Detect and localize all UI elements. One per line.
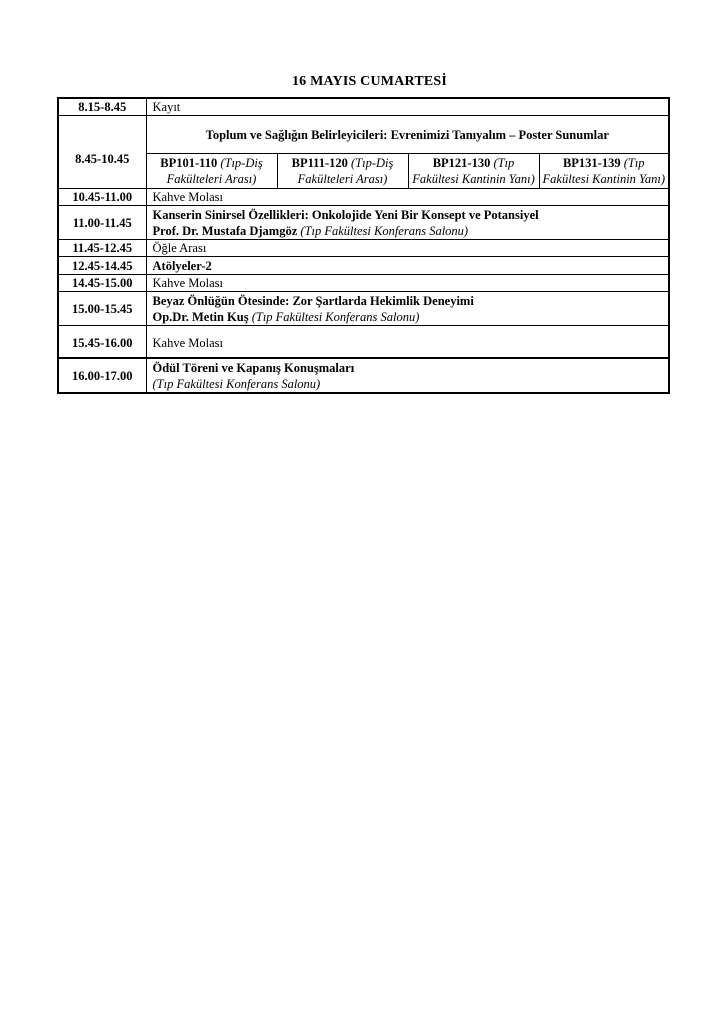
poster-session-title: Toplum ve Sağlığın Belirleyicileri: Evrenimizi Tanıyalım – Poster Sunumlar (146, 116, 669, 154)
event-cell: Öğle Arası (146, 240, 669, 257)
event-cell (146, 292, 669, 326)
venue-line (153, 376, 665, 392)
row-coffee-break-1 (58, 189, 669, 206)
venue: (Tıp Fakültesi Konferans Salonu) (300, 224, 469, 238)
session-venue: (Tıp Fakültesi Kantinin Yanı) (542, 156, 665, 186)
session-code: BP101-110 (160, 156, 218, 170)
event-cell (146, 358, 669, 393)
day-title: 16 MAYIS CUMARTESİ (291, 74, 448, 89)
row-keynote-djamgoz (58, 206, 669, 240)
session-venue: (Tıp-Diş Fakülteleri Arası) (166, 156, 263, 186)
session-code: BP121-130 (432, 156, 491, 170)
event-title: Ödül Töreni ve Kapanış Konuşmaları (152, 360, 355, 375)
event-title: Beyaz Önlüğün Ötesinde: Zor Şartlarda Hekimlik Deneyimi (152, 294, 474, 308)
time-cell: 10.45-11.00 (58, 189, 146, 206)
event-speaker-line (153, 223, 665, 239)
event-cell: Kahve Molası (146, 275, 669, 292)
venue: (Tıp Fakültesi Konferans Salonu) (251, 310, 420, 324)
time-cell: 8.45-10.45 (58, 116, 146, 189)
event-cell: Kahve Molası (146, 326, 669, 358)
row-registration (58, 98, 669, 116)
time-cell: 15.45-16.00 (58, 326, 146, 358)
row-lunch-break (58, 240, 669, 257)
event-cell: Kahve Molası (146, 189, 669, 206)
venue: (Tıp Fakültesi Konferans Salonu) (152, 376, 321, 391)
speaker-name: Prof. Dr. Mustafa Djamgöz (152, 224, 298, 238)
row-workshops (58, 257, 669, 275)
row-talk-kus (58, 292, 669, 326)
time-cell: 11.45-12.45 (58, 240, 146, 257)
session-cell (539, 154, 669, 189)
time-cell: 16.00-17.00 (58, 358, 146, 393)
row-coffee-break-2 (58, 275, 669, 292)
session-cell (408, 154, 539, 189)
event-cell: Kayıt (146, 98, 669, 116)
session-code: BP131-139 (562, 156, 621, 170)
event-title: Kanserin Sinirsel Özellikleri: Onkolojide Yeni Bir Konsept ve Potansiyel (152, 208, 539, 222)
row-poster-groups (58, 154, 669, 189)
row-closing-ceremony (58, 358, 669, 393)
event-cell: Atölyeler-2 (146, 257, 669, 275)
event-cell (146, 206, 669, 240)
session-code: BP111-120 (291, 156, 348, 170)
session-venue: (Tıp Fakültesi Kantinin Yanı) (412, 156, 535, 186)
time-cell: 12.45-14.45 (58, 257, 146, 275)
row-poster-session (58, 116, 669, 154)
time-cell: 8.15-8.45 (58, 98, 146, 116)
session-cell (146, 154, 277, 189)
session-cell (277, 154, 408, 189)
schedule-table (57, 97, 670, 394)
speaker-name: Op.Dr. Metin Kuş (152, 310, 249, 324)
time-cell: 14.45-15.00 (58, 275, 146, 292)
event-speaker-line (153, 309, 665, 325)
row-coffee-break-3 (58, 326, 669, 358)
time-cell: 15.00-15.45 (58, 292, 146, 326)
session-venue: (Tıp-Diş Fakülteleri Arası) (297, 156, 394, 186)
time-cell: 11.00-11.45 (58, 206, 146, 240)
